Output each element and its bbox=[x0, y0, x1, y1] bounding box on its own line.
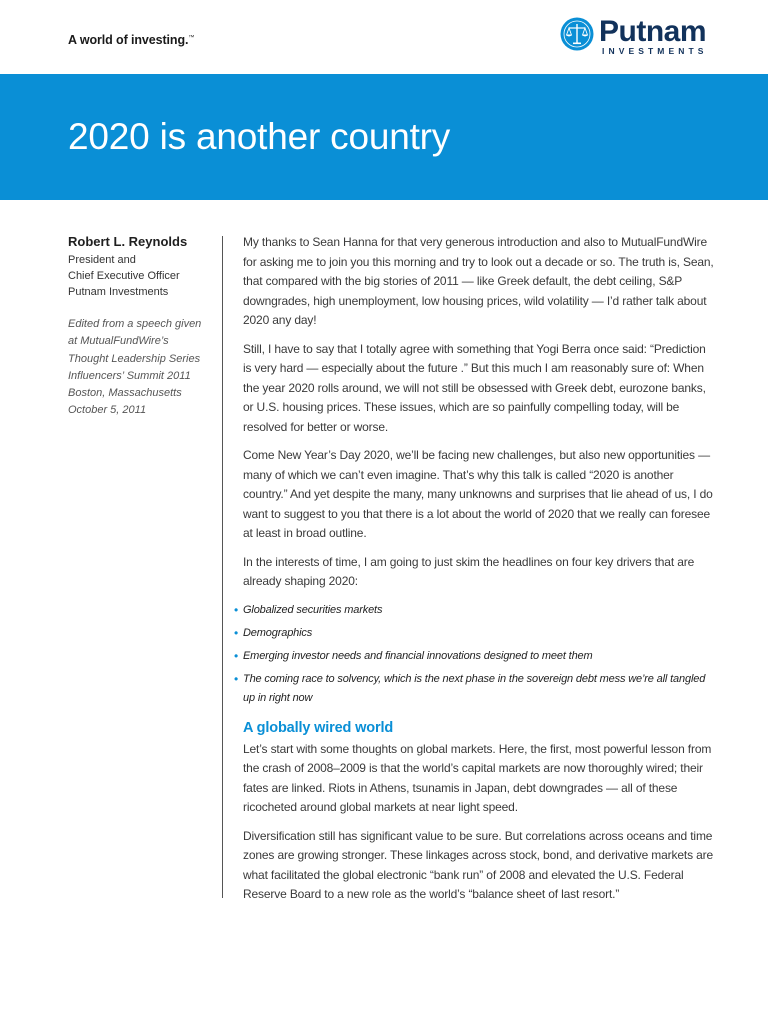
column-divider bbox=[222, 236, 223, 898]
list-item: • The coming race to solvency, which is the next phase in the sovereign debt mess we’re all tangled up in right now bbox=[234, 671, 706, 704]
title-banner bbox=[0, 74, 768, 200]
scales-of-justice-icon bbox=[560, 17, 594, 51]
page-header bbox=[0, 0, 768, 74]
role-line: Chief Executive Officer bbox=[68, 270, 180, 282]
logo-subtitle: INVESTMENTS bbox=[602, 46, 708, 56]
bullet-icon: • bbox=[234, 602, 239, 617]
body-paragraph: Still, I have to say that I totally agree with something that Yogi Berra once said: “Prediction is very hard — especially about the future .” But this much I am reasonably sure of: When the year 2020 rolls around, we will not still be obsessed with Greek debt, eurozone banks, or U.S. housing prices. These issues, which are so painfully compelling today, will be resolved for better or worse. bbox=[243, 341, 706, 434]
section-heading: A globally wired world bbox=[243, 719, 394, 736]
body-paragraph: My thanks to Sean Hanna for that very generous introduction and also to MutualFundWire for asking me to join you this morning and try to look out a decade or so. The truth is, Sean, that compared with the big stories of 2011 — like Greek default, the debt ceiling, S&P downgrades, high unemployment, low housing prices, wild volatility — I’d rather talk about 2020 any day! bbox=[243, 235, 714, 327]
putnam-logo[interactable] bbox=[560, 15, 720, 61]
list-item: • Emerging investor needs and financial innovations designed to meet them bbox=[243, 647, 715, 667]
tagline: A world of investing.™ bbox=[68, 33, 195, 47]
bullet-icon: • bbox=[234, 671, 239, 686]
source-line: October 5, 2011 bbox=[68, 404, 147, 417]
article-body bbox=[234, 233, 715, 914]
role-line: President and bbox=[68, 254, 136, 266]
bullet-icon: • bbox=[234, 648, 239, 663]
source-line: Thought Leadership Series bbox=[68, 352, 201, 365]
author-name: Robert L. Reynolds bbox=[68, 234, 188, 249]
bullet-icon: • bbox=[234, 625, 239, 640]
body-paragraph: In the interests of time, I am going to just skim the headlines on four key drivers that are already shaping 2020: bbox=[243, 554, 695, 588]
body-paragraph: Diversification still has significant value to be sure. But correlations across oceans and time zones are growing stronger. These linkages across stock, bond, and derivative markets are what facilitated the global electronic “bank run” of 2008 and elevated the U.S. Federal Reserve Board to a new role as the world’s “balance sheet of last resort.” bbox=[243, 828, 714, 901]
page-title: 2020 is another country bbox=[68, 116, 451, 157]
source-line: Edited from a speech given bbox=[68, 318, 202, 330]
trademark-mark: ™ bbox=[188, 34, 195, 41]
author-sidebar bbox=[68, 234, 218, 420]
role-line: Putnam Investments bbox=[68, 286, 169, 298]
logo-wordmark: Putnam bbox=[599, 15, 707, 48]
speech-source-note bbox=[68, 316, 218, 420]
body-paragraph: Let’s start with some thoughts on global markets. Here, the first, most powerful lesson from the crash of 2008–2009 is that the world’s capital markets are now thoroughly wired; their fates are linked. Riots in Athens, tsunamis in Japan, debt downgrades — all of these ricocheted around global markets at near light speed. bbox=[243, 741, 712, 814]
key-drivers-list bbox=[234, 601, 715, 709]
source-line: Influencers’ Summit 2011 bbox=[68, 369, 191, 382]
list-item: • Globalized securities markets bbox=[243, 601, 715, 621]
list-item: • Demographics bbox=[243, 624, 715, 644]
source-line: Boston, Massachusetts bbox=[68, 387, 182, 400]
body-paragraph: Come New Year’s Day 2020, we’ll be facing new challenges, but also new opportunities — many of which we can’t even imagine. That’s why this talk is called “2020 is another country.” And yet despite the many, many unknowns and surprises that lie ahead of us, I do want to suggest to you that there is a lot about the world of 2020 that we really can foresee at least in broad outline. bbox=[243, 448, 713, 540]
source-line: at MutualFundWire’s bbox=[68, 335, 169, 348]
author-role bbox=[68, 252, 218, 300]
